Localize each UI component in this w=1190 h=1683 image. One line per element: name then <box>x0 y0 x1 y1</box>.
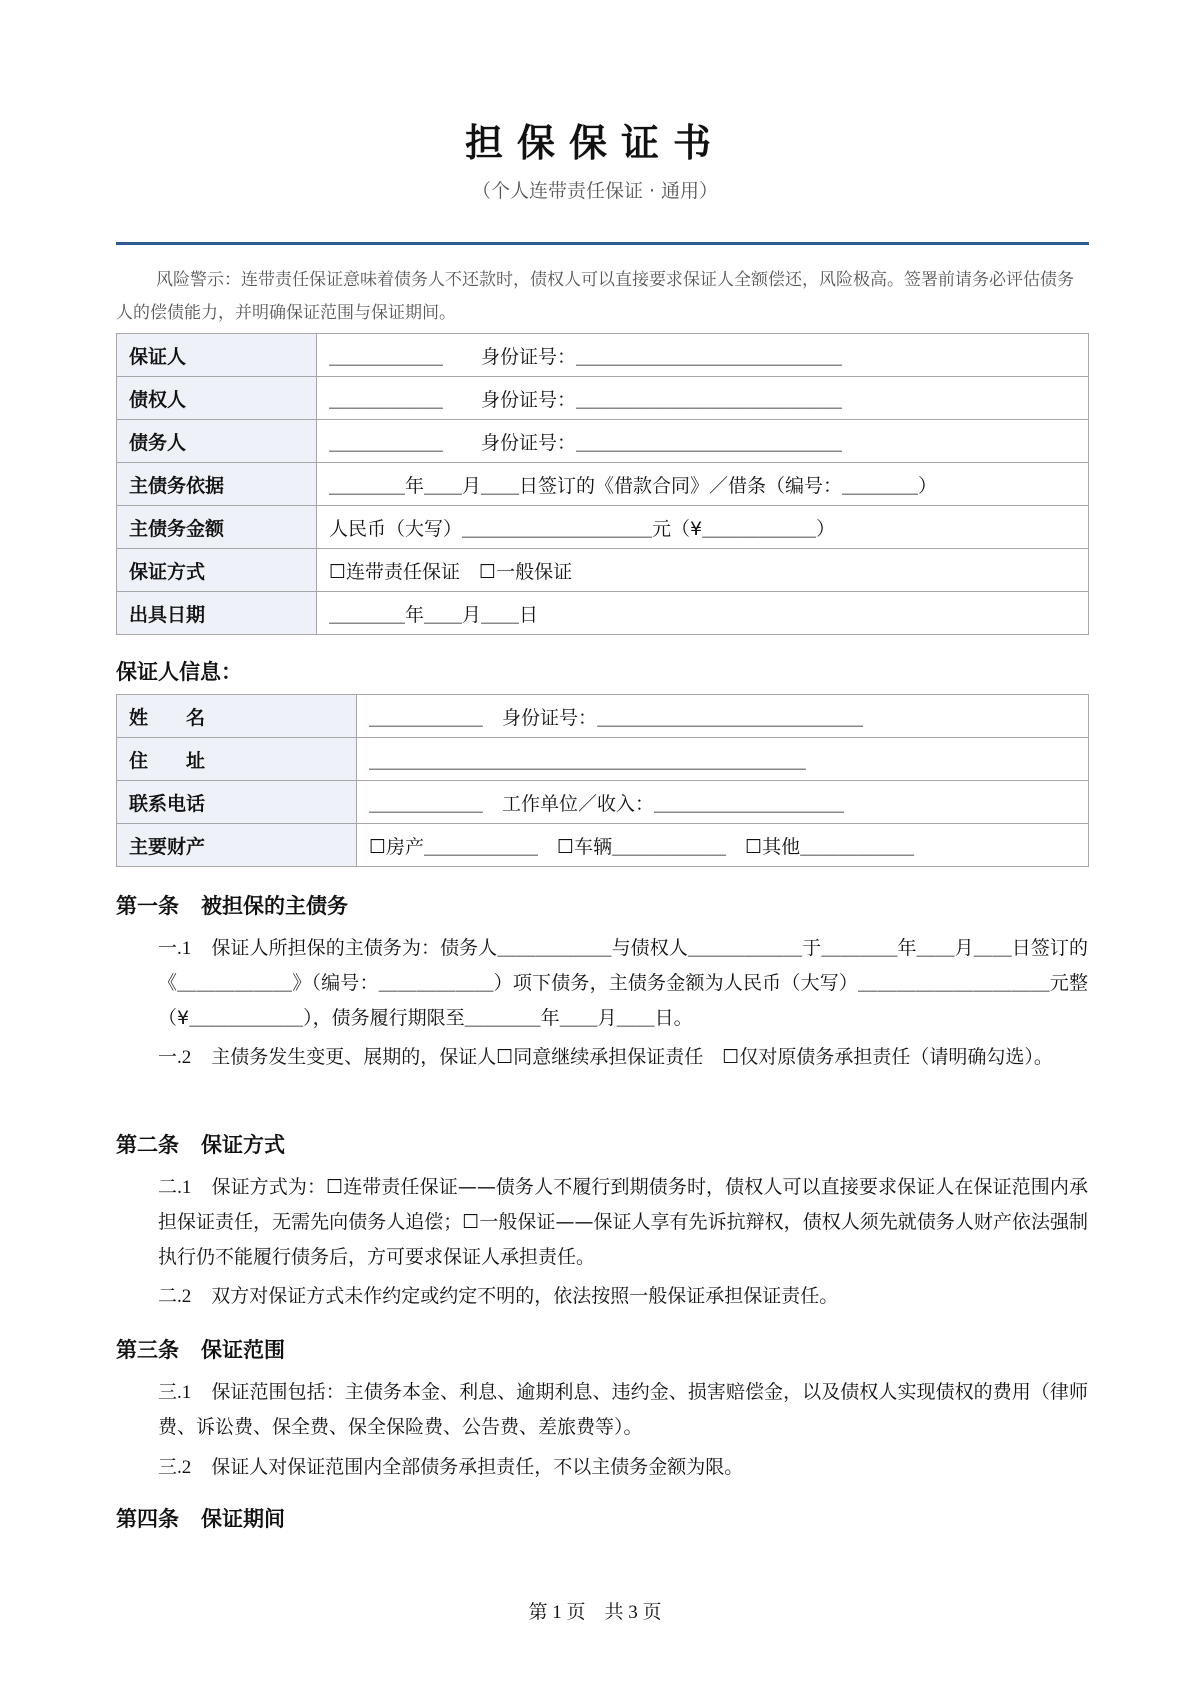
parties-table <box>116 333 1089 635</box>
article-title: 被担保的主债务 <box>201 894 348 918</box>
clause-3-1 <box>158 1375 1088 1445</box>
row-value[interactable]: ☐连带责任保证 ☐一般保证 <box>317 549 1089 592</box>
table-row <box>117 738 1089 781</box>
table-row <box>117 824 1089 867</box>
row-value[interactable]: ＿＿＿＿＿＿ 身份证号：＿＿＿＿＿＿＿＿＿＿＿＿＿＿ <box>317 420 1089 463</box>
table-row <box>117 781 1089 824</box>
clause-number: 一.1 <box>158 938 192 959</box>
clause-2-2 <box>158 1279 1088 1314</box>
row-label: 保证人 <box>117 334 317 377</box>
article-number: 第四条 <box>116 1507 179 1531</box>
clause-text: 保证范围包括：主债务本金、利息、逾期利息、违约金、损害赔偿金，以及债权人实现债权的费用（律师费、诉讼费、保全费、保全保险费、公告费、差旅费等）。 <box>158 1381 1088 1438</box>
page-footer: 第 1 页 共 3 页 <box>528 1602 662 1623</box>
row-value[interactable]: ＿＿＿＿年＿＿月＿＿日 <box>317 592 1089 635</box>
clause-text: 保证方式为：☐连带责任保证——债务人不履行到期债务时，债权人可以直接要求保证人在保证范围内承担保证责任，无需先向债务人追偿；☐一般保证——保证人享有先诉抗辩权，债权人须先就债务人财产依法强制执行仍不能履行债务后，方可要求保证人承担责任。 <box>158 1176 1088 1268</box>
row-value[interactable]: ＿＿＿＿年＿＿月＿＿日签订的《借款合同》／借条（编号：＿＿＿＿） <box>317 463 1089 506</box>
row-value[interactable]: ＿＿＿＿＿＿ 身份证号：＿＿＿＿＿＿＿＿＿＿＿＿＿＿ <box>357 695 1089 738</box>
table-row <box>117 695 1089 738</box>
row-value[interactable]: ＿＿＿＿＿＿＿＿＿＿＿＿＿＿＿＿＿＿＿＿＿＿＿ <box>357 738 1089 781</box>
clause-1-2 <box>158 1040 1088 1075</box>
clause-2-1 <box>158 1170 1088 1275</box>
article-title: 保证方式 <box>201 1133 285 1157</box>
clause-number: 三.1 <box>158 1382 192 1403</box>
article-2-heading <box>116 1129 285 1159</box>
guarantor-info-heading: 保证人信息： <box>116 660 242 684</box>
table-row <box>117 592 1089 635</box>
risk-warning: 风险警示：连带责任保证意味着债务人不还款时，债权人可以直接要求保证人全额偿还，风险极高。签署前请务必评估债务人的偿债能力，并明确保证范围与保证期间。 <box>116 270 1074 323</box>
table-row <box>117 420 1089 463</box>
clause-1-1 <box>158 931 1088 1036</box>
title-divider <box>116 242 1089 245</box>
row-label: 出具日期 <box>117 592 317 635</box>
clause-text: 双方对保证方式未作约定或约定不明的，依法按照一般保证承担保证责任。 <box>211 1285 839 1307</box>
row-value[interactable]: ☐房产＿＿＿＿＿＿ ☐车辆＿＿＿＿＿＿ ☐其他＿＿＿＿＿＿ <box>357 824 1089 867</box>
table-row <box>117 506 1089 549</box>
article-3-heading <box>116 1334 285 1364</box>
clause-3-2 <box>158 1450 1088 1485</box>
article-1-heading <box>116 890 348 920</box>
row-value[interactable]: ＿＿＿＿＿＿ 工作单位／收入：＿＿＿＿＿＿＿＿＿＿ <box>357 781 1089 824</box>
article-number: 第三条 <box>116 1338 179 1362</box>
row-label: 联系电话 <box>117 781 357 824</box>
clause-number: 二.2 <box>158 1286 192 1307</box>
row-label: 债权人 <box>117 377 317 420</box>
article-number: 第一条 <box>116 894 179 918</box>
row-value[interactable]: ＿＿＿＿＿＿ 身份证号：＿＿＿＿＿＿＿＿＿＿＿＿＿＿ <box>317 334 1089 377</box>
clause-text: 保证人对保证范围内全部债务承担责任，不以主债务金额为限。 <box>211 1456 744 1478</box>
article-title: 保证期间 <box>201 1507 285 1531</box>
document-subtitle: （个人连带责任保证 · 通用） <box>471 180 719 202</box>
row-label: 主债务依据 <box>117 463 317 506</box>
table-row <box>117 334 1089 377</box>
row-label: 保证方式 <box>117 549 317 592</box>
table-row <box>117 377 1089 420</box>
row-label: 姓 名 <box>117 695 357 738</box>
table-row <box>117 549 1089 592</box>
guarantor-info-table <box>116 694 1089 867</box>
table-row <box>117 463 1089 506</box>
article-title: 保证范围 <box>201 1338 285 1362</box>
row-value[interactable]: 人民币（大写）＿＿＿＿＿＿＿＿＿＿元（¥＿＿＿＿＿＿） <box>317 506 1089 549</box>
clause-number: 三.2 <box>158 1457 192 1478</box>
row-label: 主债务金额 <box>117 506 317 549</box>
row-value[interactable]: ＿＿＿＿＿＿ 身份证号：＿＿＿＿＿＿＿＿＿＿＿＿＿＿ <box>317 377 1089 420</box>
row-label: 债务人 <box>117 420 317 463</box>
article-number: 第二条 <box>116 1133 179 1157</box>
clause-number: 一.2 <box>158 1047 192 1068</box>
article-4-heading <box>116 1503 285 1533</box>
row-label: 主要财产 <box>117 824 357 867</box>
clause-number: 二.1 <box>158 1177 192 1198</box>
row-label: 住 址 <box>117 738 357 781</box>
document-title: 担保保证书 <box>464 121 725 165</box>
clause-text: 保证人所担保的主债务为：债务人＿＿＿＿＿＿与债权人＿＿＿＿＿＿于＿＿＿＿年＿＿月＿＿日签订的《＿＿＿＿＿＿》（编号：＿＿＿＿＿＿）项下债务，主债务金额为人民币（大写）＿＿＿＿＿＿＿＿＿＿元整（¥＿＿＿＿＿＿），债务履行期限至＿＿＿＿年＿＿月＿＿日。 <box>158 937 1088 1029</box>
clause-text: 主债务发生变更、展期的，保证人☐同意继续承担保证责任 ☐仅对原债务承担责任（请明确勾选）。 <box>211 1046 1053 1068</box>
